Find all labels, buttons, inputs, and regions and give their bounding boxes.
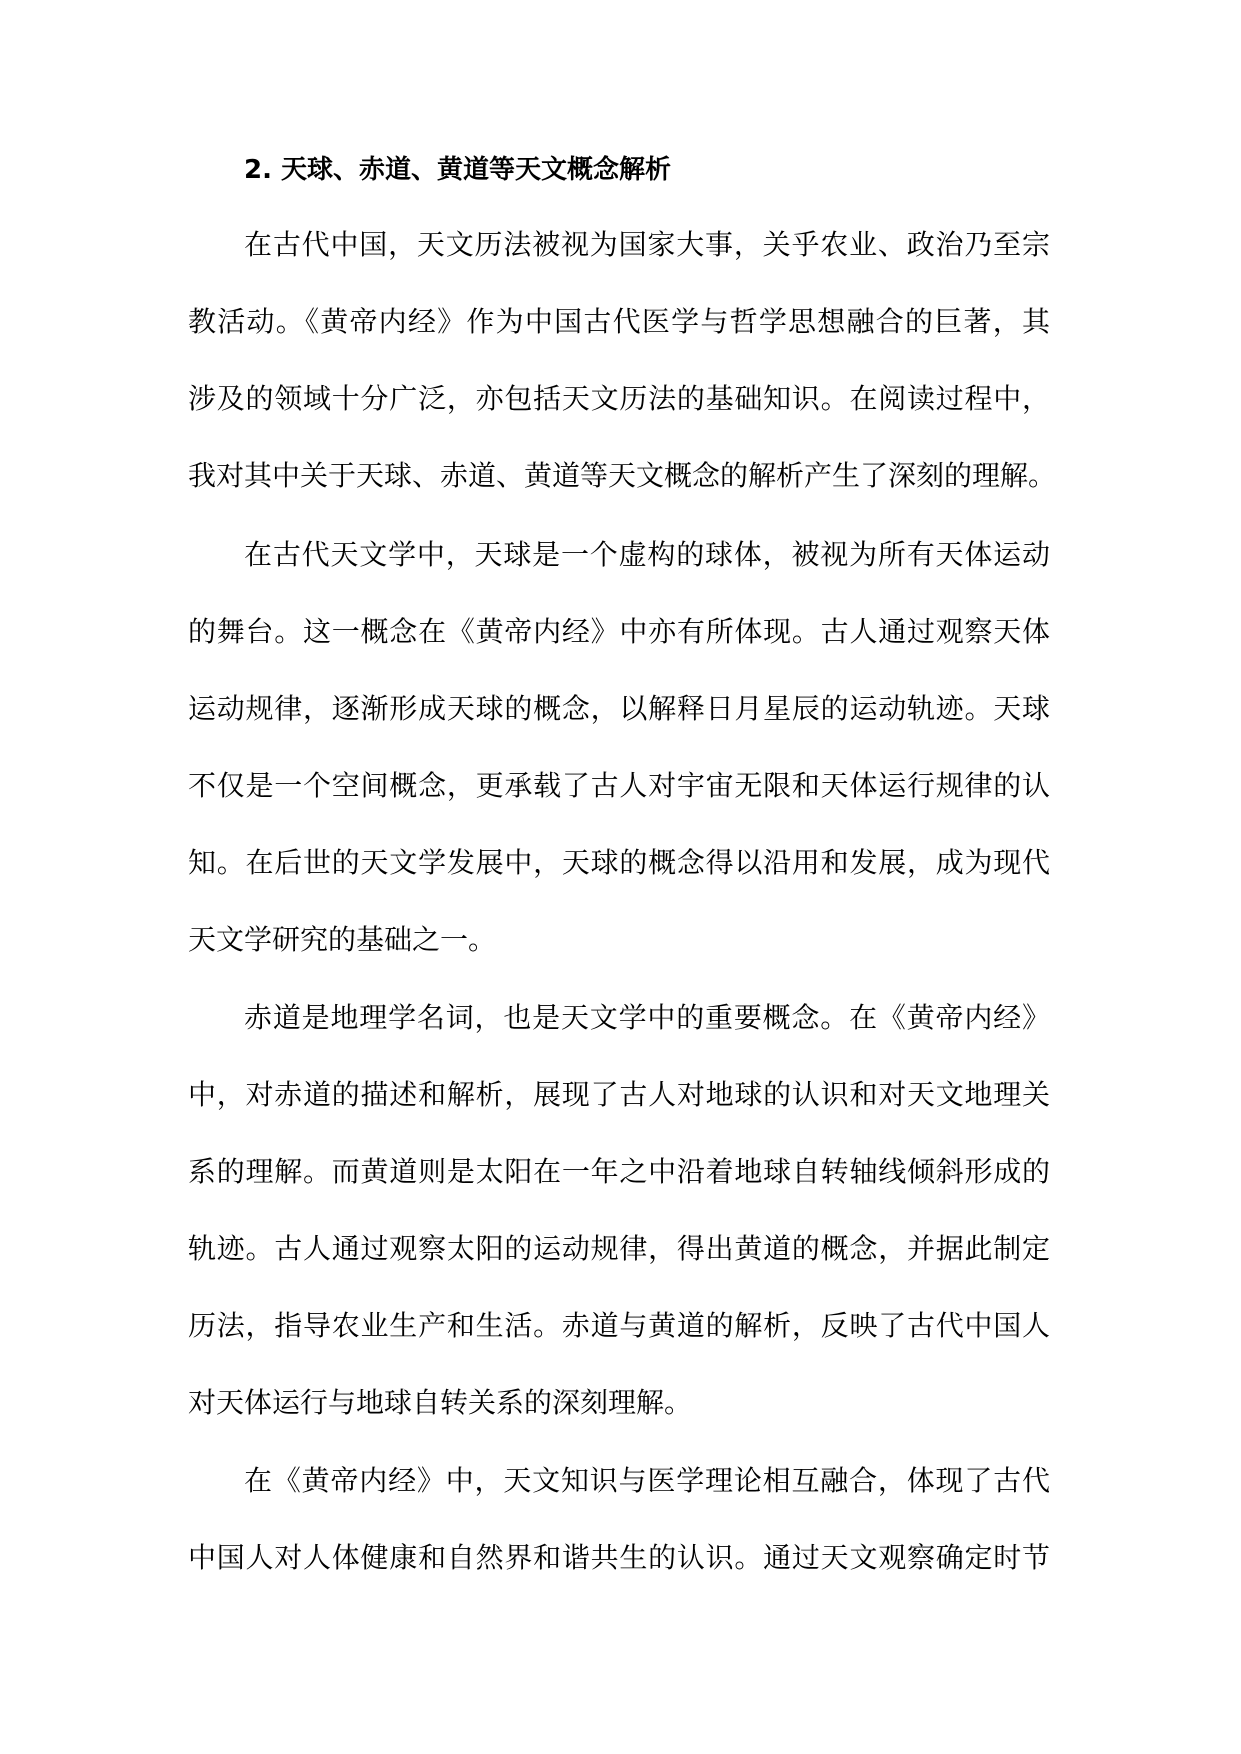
paragraph-line: 知。在后世的天文学发展中，天球的概念得以沿用和发展，成为现代	[188, 846, 1050, 879]
paragraph-line: 在古代中国，天文历法被视为国家大事，关乎农业、政治乃至宗	[244, 228, 1050, 261]
paragraph-line: 历法，指导农业生产和生活。赤道与黄道的解析，反映了古代中国人	[188, 1309, 1050, 1342]
paragraph-line: 系的理解。而黄道则是太阳在一年之中沿着地球自转轴线倾斜形成的	[188, 1155, 1050, 1188]
section-heading: 2. 天球、赤道、黄道等天文概念解析	[244, 155, 672, 185]
paragraph-line: 的舞台。这一概念在《黄帝内经》中亦有所体现。古人通过观察天体	[188, 615, 1050, 648]
paragraph-line: 教活动。《黄帝内经》作为中国古代医学与哲学思想融合的巨著，其	[188, 305, 1050, 338]
paragraph-line: 中，对赤道的描述和解析，展现了古人对地球的认识和对天文地理关	[188, 1078, 1050, 1111]
paragraph-1	[188, 206, 1057, 514]
paragraph-line: 运动规律，逐渐形成天球的概念，以解释日月星辰的运动轨迹。天球	[188, 692, 1050, 725]
paragraph-2	[188, 516, 1050, 978]
paragraph-line: 我对其中关于天球、赤道、黄道等天文概念的解析产生了深刻的理解。	[188, 459, 1057, 492]
paragraph-line: 轨迹。古人通过观察太阳的运动规律，得出黄道的概念，并据此制定	[188, 1232, 1050, 1265]
paragraph-4	[188, 1442, 1050, 1596]
paragraph-line: 在《黄帝内经》中，天文知识与医学理论相互融合，体现了古代	[244, 1464, 1050, 1497]
paragraph-line: 不仅是一个空间概念，更承载了古人对宇宙无限和天体运行规律的认	[188, 769, 1050, 802]
paragraph-line: 天文学研究的基础之一。	[188, 923, 497, 956]
paragraph-line: 赤道是地理学名词，也是天文学中的重要概念。在《黄帝内经》	[244, 1001, 1050, 1034]
paragraph-line: 中国人对人体健康和自然界和谐共生的认识。通过天文观察确定时节	[188, 1541, 1050, 1574]
paragraph-3	[188, 979, 1050, 1441]
paragraph-line: 对天体运行与地球自转关系的深刻理解。	[188, 1386, 693, 1419]
paragraph-line: 涉及的领域十分广泛，亦包括天文历法的基础知识。在阅读过程中，	[188, 382, 1050, 415]
paragraph-line: 在古代天文学中，天球是一个虚构的球体，被视为所有天体运动	[244, 538, 1050, 571]
